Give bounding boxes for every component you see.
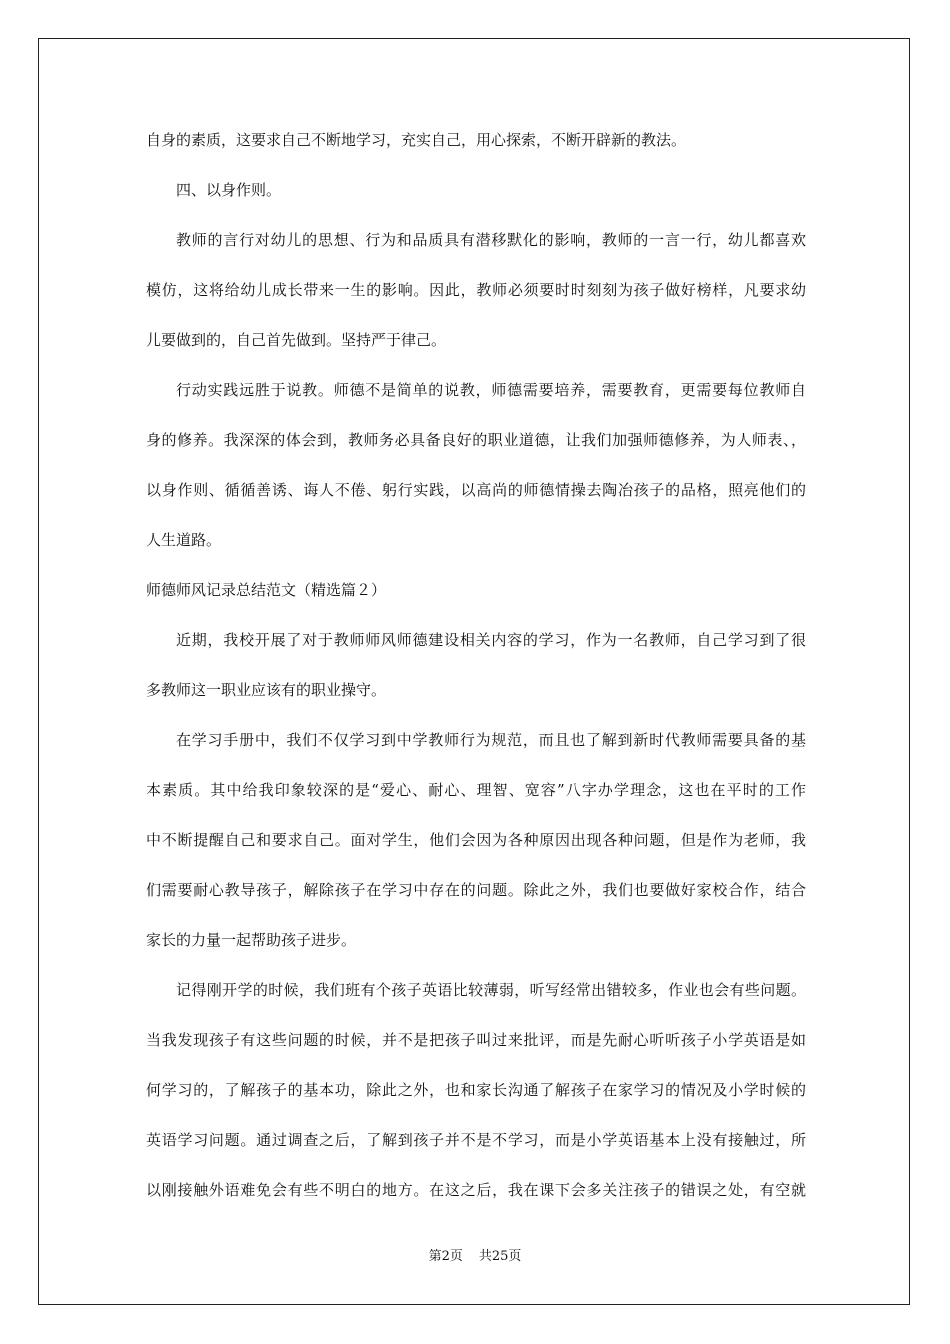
text-line: 以身作则、循循善诱、诲人不倦、躬行实践，以高尚的师德情操去陶冶孩子的品格，照亮他们的 xyxy=(146,481,806,499)
text-line: 儿要做到的，自己首先做到。坚持严于律己。 xyxy=(146,331,447,349)
text-line: 以刚接触外语难免会有些不明白的地方。在这之后，我在课下会多关注孩子的错误之处，有空就 xyxy=(146,1181,806,1199)
text-line: 家长的力量一起帮助孩子进步。 xyxy=(146,931,357,949)
text-line: 行动实践远胜于说教。师德不是简单的说教，师德需要培养，需要教育，更需要每位教师自 xyxy=(176,381,806,399)
text-line: 何学习的，了解孩子的基本功，除此之外，也和家长沟通了解孩子在家学习的情况及小学时候的 xyxy=(146,1081,806,1099)
text-line: 教师的言行对幼儿的思想、行为和品质具有潜移默化的影响，教师的一言一行，幼儿都喜欢 xyxy=(176,231,806,249)
text-line: 当我发现孩子有这些问题的时候，并不是把孩子叫过来批评，而是先耐心听听孩子小学英语是如 xyxy=(146,1031,806,1049)
text-line: 身的修养。我深深的体会到，教师务必具备良好的职业道德，让我们加强师德修养，为人师表、， xyxy=(146,431,806,449)
text-line: 在学习手册中，我们不仅学习到中学教师行为规范，而且也了解到新时代教师需要具备的基 xyxy=(176,731,806,749)
text-line: 多教师这一职业应该有的职业操守。 xyxy=(146,681,387,699)
text-line: 本素质。其中给我印象较深的是“爱心、耐心、理智、宽容”八字办学理念，这也在平时的工作 xyxy=(146,781,806,799)
page-number: 第2页 xyxy=(428,1249,463,1264)
text-line: 记得刚开学的时候，我们班有个孩子英语比较薄弱，听写经常出错较多，作业也会有些问题。 xyxy=(176,981,806,999)
text-line: 中不断提醒自己和要求自己。面对学生，他们会因为各种原因出现各种问题，但是作为老师，我 xyxy=(146,831,806,849)
text-line: 英语学习问题。通过调查之后，了解到孩子并不是不学习，而是小学英语基本上没有接触过，所 xyxy=(146,1131,806,1149)
text-line: 近期，我校开展了对于教师师风师德建设相关内容的学习，作为一名教师，自己学习到了很 xyxy=(176,631,806,649)
page-footer xyxy=(0,1248,950,1266)
section-heading: 四、以身作则。 xyxy=(176,181,282,199)
text-line: 自身的素质，这要求自己不断地学习，充实自己，用心探索，不断开辟新的教法。 xyxy=(146,131,687,149)
page-border xyxy=(38,38,910,1305)
text-line: 模仿，这将给幼儿成长带来一生的影响。因此，教师必须要时时刻刻为孩子做好榜样，凡要求幼 xyxy=(146,281,806,299)
page-total: 共25页 xyxy=(478,1249,522,1264)
article-title: 师德师风记录总结范文（精选篇２） xyxy=(146,581,387,599)
text-line: 们需要耐心教导孩子，解除孩子在学习中存在的问题。除此之外，我们也要做好家校合作，结合 xyxy=(146,881,806,899)
text-line: 人生道路。 xyxy=(146,531,222,549)
